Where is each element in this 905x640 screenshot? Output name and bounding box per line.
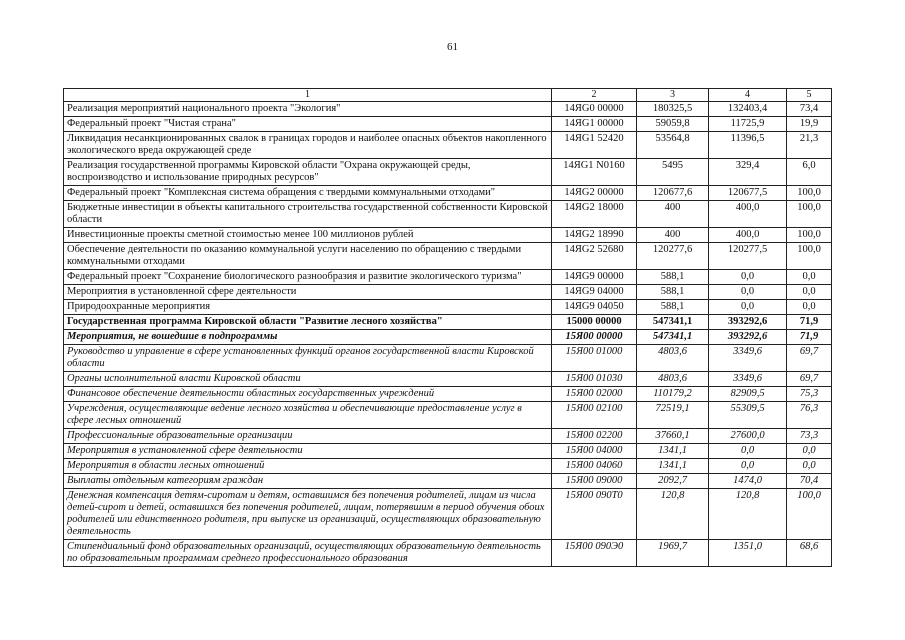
row-value-col5: 0,0 [787,300,832,315]
row-code-cell: 15Я00 01030 [552,372,637,387]
row-value-col4: 0,0 [709,285,787,300]
row-name-cell: Денежная компенсация детям-сиротам и детям, оставшимся без попечения родителей, лицам из числа детей-сирот и детей, оставшихся без попечения родителей, лицам, потерявшим в период обучения обоих родителей или единственного родителя, при выпуске из организаций, осуществляющих образовательную деятельность [64,489,552,540]
row-code-cell: 15Я00 02100 [552,402,637,429]
row-value-col5: 71,9 [787,315,832,330]
row-code-cell: 15Я00 090Э0 [552,540,637,567]
row-value-col5: 21,3 [787,132,832,159]
row-value-col4: 329,4 [709,159,787,186]
row-value-col4: 400,0 [709,201,787,228]
row-code-cell: 15Я00 090Т0 [552,489,637,540]
table-row [64,159,832,186]
row-code-cell: 14ЯG1 00000 [552,117,637,132]
table-row [64,228,832,243]
row-value-col5: 100,0 [787,186,832,201]
row-value-col4: 400,0 [709,228,787,243]
row-value-col5: 69,7 [787,372,832,387]
table-row [64,402,832,429]
row-code-cell: 14ЯG1 N0160 [552,159,637,186]
row-name-cell: Органы исполнительной власти Кировской области [64,372,552,387]
row-value-col4: 55309,5 [709,402,787,429]
row-value-col4: 0,0 [709,444,787,459]
row-name-cell: Финансовое обеспечение деятельности областных государственных учреждений [64,387,552,402]
row-code-cell: 14ЯG2 18990 [552,228,637,243]
row-value-col3: 37660,1 [637,429,709,444]
row-name-cell: Природоохранные мероприятия [64,300,552,315]
row-code-cell: 15Я00 04060 [552,459,637,474]
row-code-cell: 14ЯG2 18000 [552,201,637,228]
table-row [64,300,832,315]
row-value-col4: 27600,0 [709,429,787,444]
row-value-col3: 120277,6 [637,243,709,270]
table-row [64,102,832,117]
row-value-col4: 0,0 [709,459,787,474]
row-value-col5: 0,0 [787,444,832,459]
row-value-col3: 547341,1 [637,315,709,330]
table-row [64,243,832,270]
row-value-col5: 70,4 [787,474,832,489]
column-number-3: 3 [637,89,709,102]
table-body [64,89,832,567]
row-value-col5: 6,0 [787,159,832,186]
row-name-cell: Федеральный проект "Сохранение биологического разнообразия и развитие экологического туризма" [64,270,552,285]
row-value-col3: 72519,1 [637,402,709,429]
row-name-cell: Инвестиционные проекты сметной стоимостью менее 100 миллионов рублей [64,228,552,243]
row-name-cell: Стипендиальный фонд образовательных организаций, осуществляющих образовательную деятельность по образовательным программам среднего профессионального образования [64,540,552,567]
table-row [64,444,832,459]
table-row [64,489,832,540]
row-code-cell: 15Я00 02000 [552,387,637,402]
row-value-col4: 1351,0 [709,540,787,567]
row-value-col3: 180325,5 [637,102,709,117]
row-value-col3: 110179,2 [637,387,709,402]
table-row [64,315,832,330]
row-code-cell: 15Я00 01000 [552,345,637,372]
row-value-col3: 1341,1 [637,444,709,459]
row-value-col4: 3349,6 [709,345,787,372]
row-code-cell: 15Я00 02200 [552,429,637,444]
row-code-cell: 14ЯG2 52680 [552,243,637,270]
row-value-col5: 0,0 [787,459,832,474]
row-value-col5: 73,4 [787,102,832,117]
table-row [64,201,832,228]
row-value-col4: 132403,4 [709,102,787,117]
table-row [64,117,832,132]
row-value-col3: 120677,6 [637,186,709,201]
table-row [64,429,832,444]
row-name-cell: Мероприятия в установленной сфере деятельности [64,444,552,459]
row-name-cell: Федеральный проект "Чистая страна" [64,117,552,132]
row-value-col5: 71,9 [787,330,832,345]
row-value-col5: 100,0 [787,201,832,228]
table-row [64,540,832,567]
row-value-col3: 2092,7 [637,474,709,489]
row-value-col5: 100,0 [787,243,832,270]
row-value-col3: 4803,6 [637,372,709,387]
table-row [64,372,832,387]
budget-table [63,88,832,567]
row-code-cell: 14ЯG9 04050 [552,300,637,315]
row-value-col3: 4803,6 [637,345,709,372]
table-row [64,132,832,159]
row-code-cell: 15Я00 04000 [552,444,637,459]
row-code-cell: 15Я00 00000 [552,330,637,345]
row-name-cell: Руководство и управление в сфере установленных функций органов государственной власти Кировской области [64,345,552,372]
table-row [64,387,832,402]
row-value-col4: 120677,5 [709,186,787,201]
row-value-col4: 82909,5 [709,387,787,402]
row-name-cell: Выплаты отдельным категориям граждан [64,474,552,489]
row-value-col3: 547341,1 [637,330,709,345]
row-name-cell: Реализация государственной программы Кировской области "Охрана окружающей среды, воспроизводство и использование природных ресурсов" [64,159,552,186]
row-value-col4: 11725,9 [709,117,787,132]
row-value-col4: 120,8 [709,489,787,540]
row-value-col5: 0,0 [787,285,832,300]
page-number: 61 [447,41,458,53]
row-code-cell: 14ЯG1 52420 [552,132,637,159]
row-code-cell: 14ЯG9 04000 [552,285,637,300]
column-number-header-row [64,89,832,102]
row-value-col4: 0,0 [709,270,787,285]
row-name-cell: Учреждения, осуществляющие ведение лесного хозяйства и обеспечивающие предоставление услуг в сфере лесных отношений [64,402,552,429]
table-row [64,459,832,474]
row-name-cell: Мероприятия, не вошедшие в подпрограммы [64,330,552,345]
row-code-cell: 14ЯG2 00000 [552,186,637,201]
column-number-1: 1 [64,89,552,102]
row-name-cell: Мероприятия в области лесных отношений [64,459,552,474]
row-value-col3: 588,1 [637,285,709,300]
row-code-cell: 15Я00 09000 [552,474,637,489]
table-row [64,186,832,201]
row-value-col5: 69,7 [787,345,832,372]
table-row [64,474,832,489]
row-name-cell: Профессиональные образовательные организации [64,429,552,444]
row-value-col3: 1341,1 [637,459,709,474]
row-name-cell: Обеспечение деятельности по оказанию коммунальной услуги населению по обращению с твердыми коммунальными отходами [64,243,552,270]
row-code-cell: 14ЯG9 00000 [552,270,637,285]
table-row [64,330,832,345]
row-value-col5: 0,0 [787,270,832,285]
column-number-2: 2 [552,89,637,102]
row-value-col3: 400 [637,228,709,243]
row-value-col5: 100,0 [787,489,832,540]
row-name-cell: Мероприятия в установленной сфере деятельности [64,285,552,300]
row-value-col4: 3349,6 [709,372,787,387]
row-value-col4: 120277,5 [709,243,787,270]
row-value-col5: 75,3 [787,387,832,402]
row-value-col5: 73,3 [787,429,832,444]
row-value-col3: 120,8 [637,489,709,540]
table-row [64,345,832,372]
column-number-4: 4 [709,89,787,102]
column-number-5: 5 [787,89,832,102]
row-value-col5: 19,9 [787,117,832,132]
row-value-col3: 588,1 [637,270,709,285]
row-code-cell: 15000 00000 [552,315,637,330]
row-value-col5: 100,0 [787,228,832,243]
row-value-col3: 59059,8 [637,117,709,132]
row-value-col5: 76,3 [787,402,832,429]
row-name-cell: Федеральный проект "Комплексная система обращения с твердыми коммунальными отходами" [64,186,552,201]
row-value-col5: 68,6 [787,540,832,567]
row-code-cell: 14ЯG0 00000 [552,102,637,117]
row-name-cell: Государственная программа Кировской области "Развитие лесного хозяйства" [64,315,552,330]
row-name-cell: Бюджетные инвестиции в объекты капитального строительства государственной собственности Кировской области [64,201,552,228]
row-value-col4: 11396,5 [709,132,787,159]
row-value-col4: 0,0 [709,300,787,315]
row-value-col4: 1474,0 [709,474,787,489]
row-name-cell: Ликвидация несанкционированных свалок в границах городов и наиболее опасных объектов накопленного экологического вреда окружающей среде [64,132,552,159]
row-value-col3: 400 [637,201,709,228]
row-value-col3: 5495 [637,159,709,186]
row-name-cell: Реализация мероприятий национального проекта "Экология" [64,102,552,117]
row-value-col3: 588,1 [637,300,709,315]
row-value-col4: 393292,6 [709,330,787,345]
table-row [64,285,832,300]
row-value-col4: 393292,6 [709,315,787,330]
row-value-col3: 53564,8 [637,132,709,159]
table-row [64,270,832,285]
row-value-col3: 1969,7 [637,540,709,567]
